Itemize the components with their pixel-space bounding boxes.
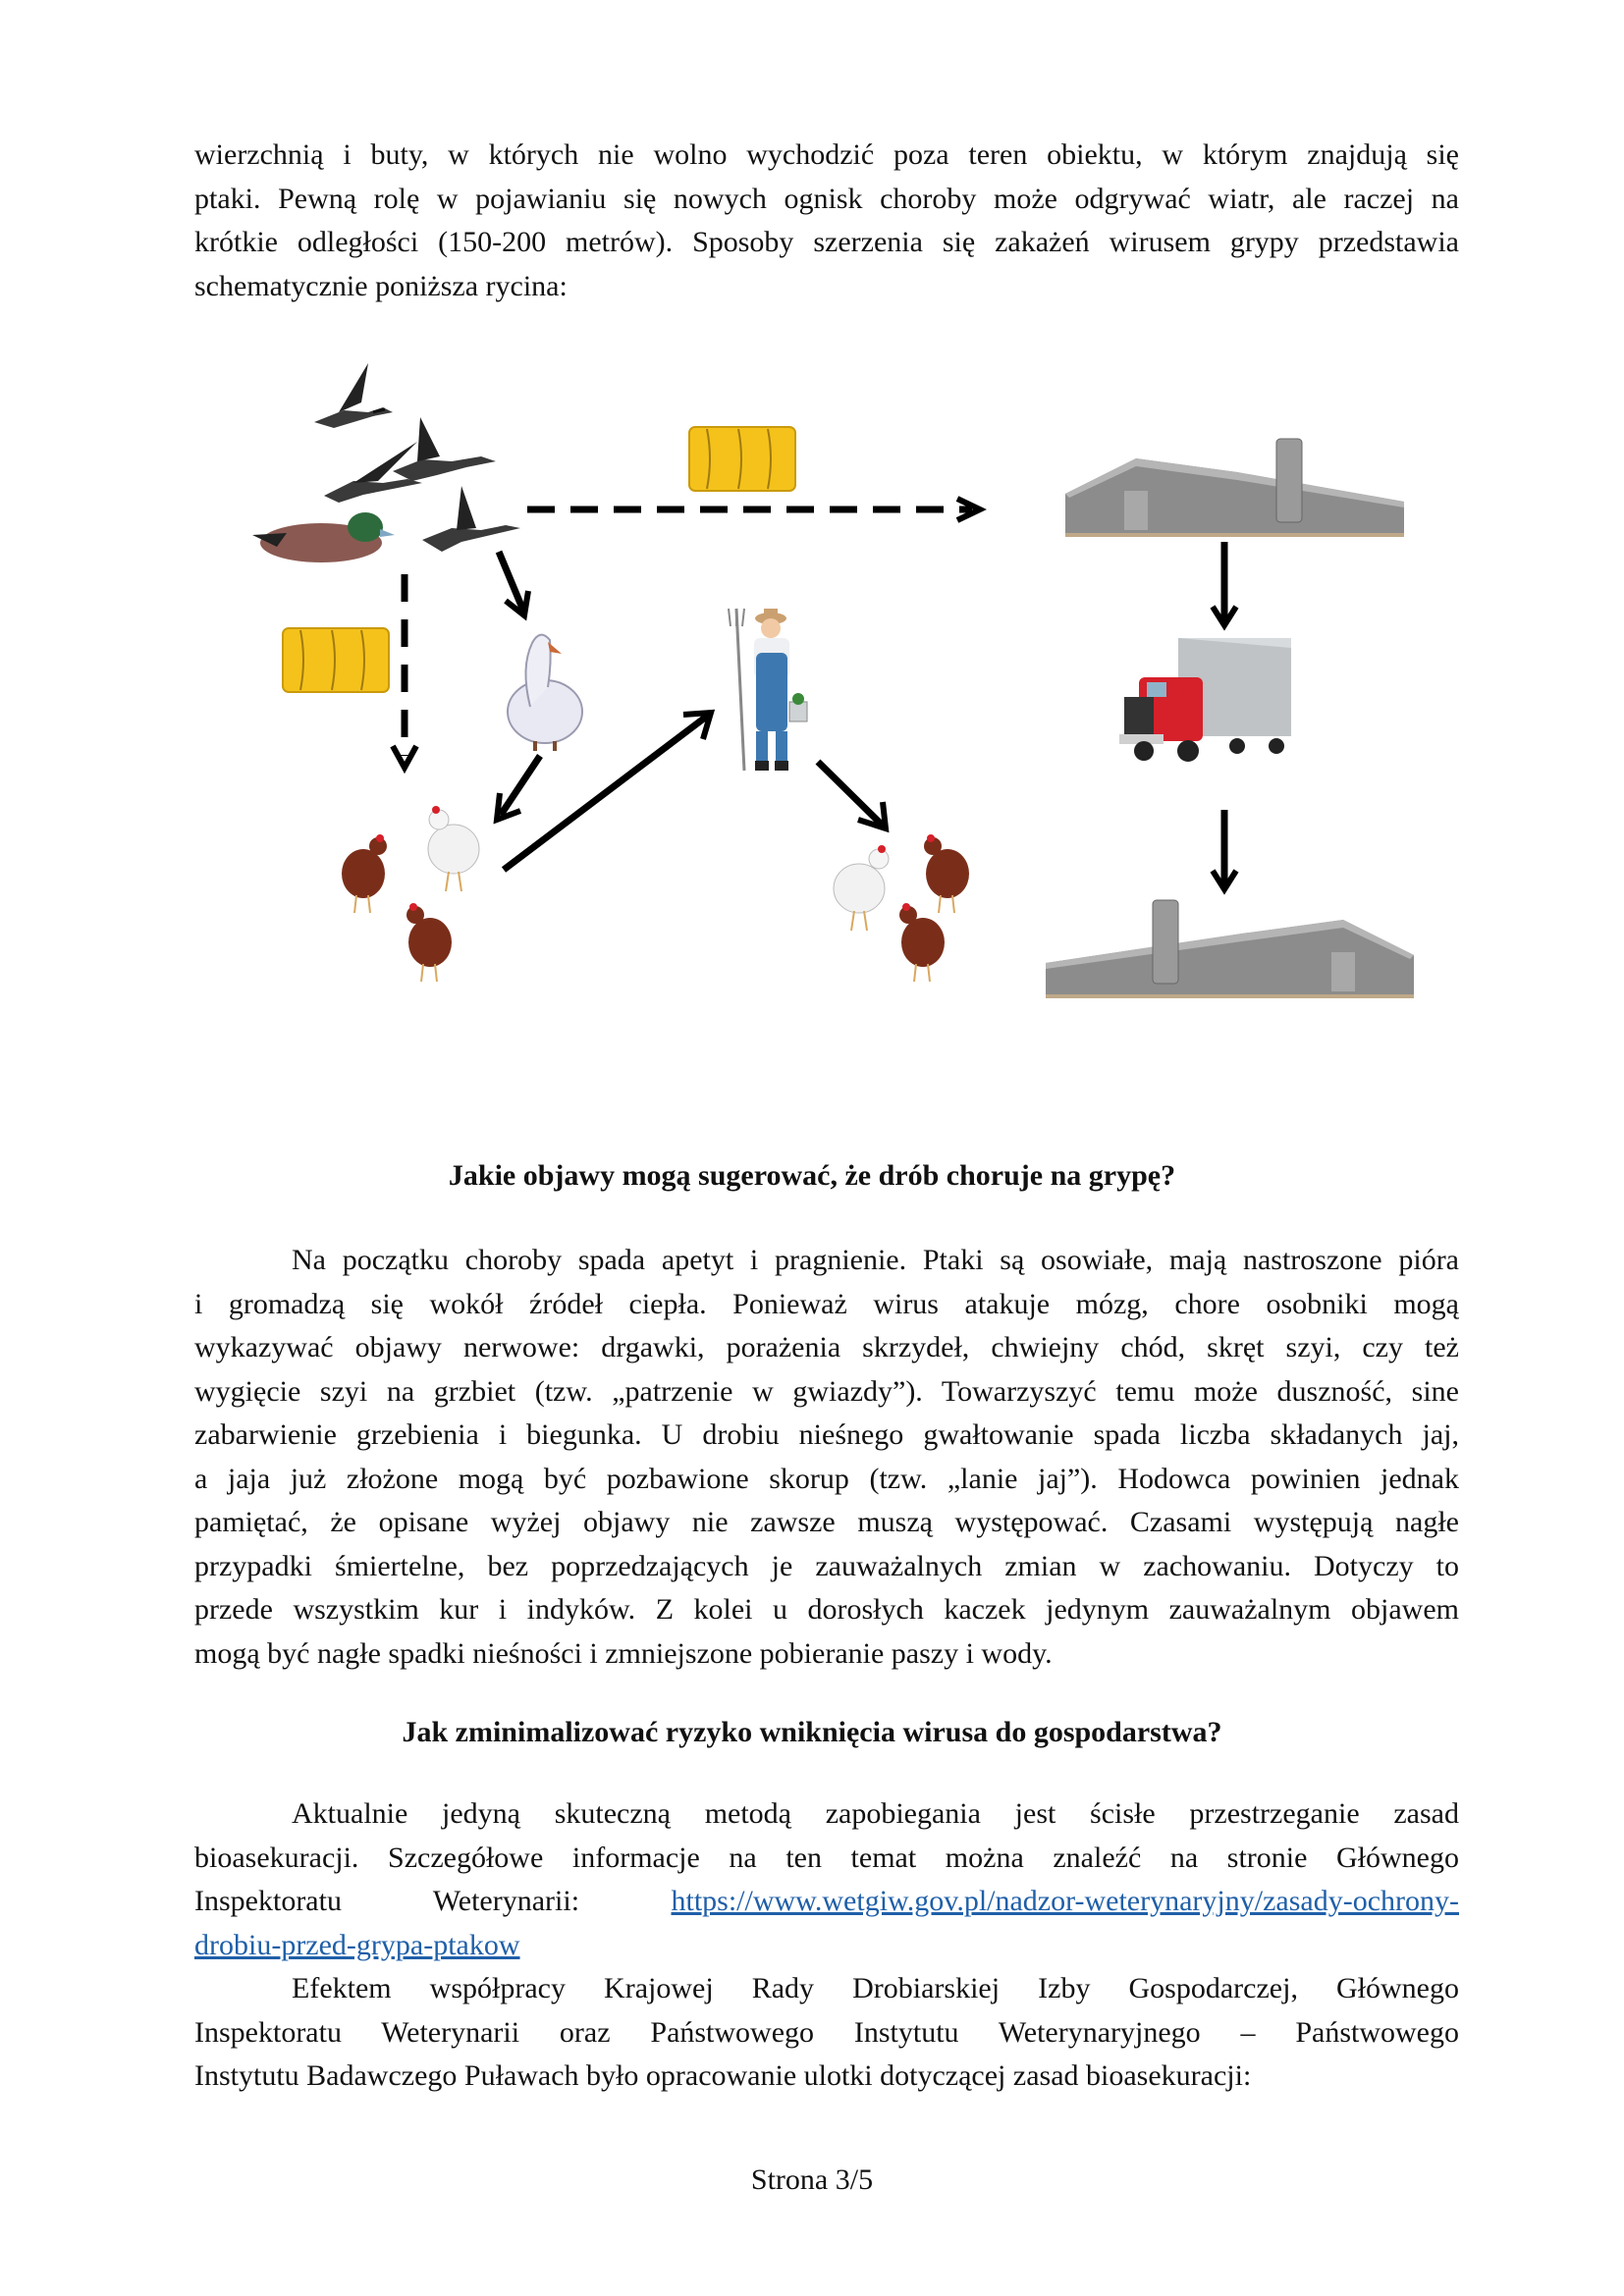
wetgiw-link-continued[interactable]: drobiu-przed-grypa-ptakow — [194, 1928, 520, 1961]
text-line: wierzchnią i buty, w których nie wolno wychodzić poza teren obiektu, w którym znajdują się — [194, 138, 1459, 171]
brown-hen-icon — [342, 834, 387, 913]
white-hen-icon — [834, 845, 889, 931]
brown-hen-icon — [924, 834, 969, 913]
text-line: wykazywać objawy nerwowe: drgawki, porażenia skrzydeł, chwiejny chód, skręt szyi, czy też — [194, 1331, 1459, 1363]
farmer-icon — [729, 609, 807, 771]
text-line: krótkie odległości (150-200 metrów). Sposoby szerzenia się zakażeń wirusem grypy przedstawia — [194, 226, 1459, 258]
text-line: Aktualnie jedyną skuteczną metodą zapobiegania jest ścisłe przestrzeganie zasad — [292, 1797, 1459, 1830]
text-fragment: Inspektoratu Weterynarii: — [194, 1885, 580, 1917]
duck-icon — [252, 512, 395, 562]
arrow-farmer-to-flock — [818, 762, 882, 825]
section-heading-prevention: Jak zminimalizować ryzyko wniknięcia wirusa do gospodarstwa? — [402, 1716, 1222, 1748]
prevention-paragraph — [194, 1792, 1459, 2099]
text-line: ptaki. Pewną rolę w pojawianiu się nowych ognisk choroby może odgrywać wiatr, ale raczej na — [194, 182, 1459, 215]
arrow-goose-to-flock — [501, 756, 540, 815]
text-line: mogą być nagłe spadki nieśności i zmniejszone pobieranie paszy i wody. — [194, 1636, 1053, 1670]
text-line: a jaja już złożone mogą być pozbawione skorup (tzw. „lanie jaj”). Hodowca powinien jednak — [194, 1462, 1459, 1495]
text-line: przede wszystkim kur i indyków. Z kolei u dorosłych kaczek jedynym zauważalnym objawem — [194, 1593, 1459, 1626]
page-number: Strona 3/5 — [750, 2163, 874, 2196]
domestic-goose-icon — [508, 635, 582, 751]
text-line — [194, 1924, 1459, 1968]
text-line: Efektem współpracy Krajowej Rady Drobiarskiej Izby Gospodarczej, Głównego — [292, 1972, 1459, 2004]
intro-paragraph — [194, 133, 1459, 308]
chickens-left-icon — [342, 806, 479, 982]
wetgiw-link[interactable]: https://www.wetgiw.gov.pl/nadzor-weterynaryjny/zasady-ochrony- — [671, 1885, 1459, 1917]
transmission-diagram — [0, 324, 1624, 1041]
chickens-right-icon — [834, 834, 969, 982]
truck-icon — [1119, 638, 1291, 762]
text-line: przypadki śmiertelne, bez poprzedzających je zauważalnych zmian w zachowaniu. Dotyczy to — [194, 1549, 1459, 1582]
wild-birds-icon — [252, 363, 520, 562]
white-hen-icon — [428, 806, 479, 891]
section-heading-symptoms: Jakie objawy mogą sugerować, że drób choruje na grypę? — [448, 1159, 1176, 1192]
symptoms-paragraph — [194, 1239, 1459, 1676]
poultry-house-icon — [1065, 439, 1404, 537]
text-line: Na początku choroby spada apetyt i pragnienie. Ptaki są osowiałe, mają nastroszone pióra — [292, 1244, 1459, 1276]
arrowhead-icon — [393, 746, 416, 768]
hay-bale-icon — [283, 628, 389, 692]
text-line: Instytutu Badawczego Puławach było opracowanie ulotki dotyczącej zasad bioasekuracji: — [194, 2059, 1252, 2092]
text-line: wygięcie szyi na grzbiet (tzw. „patrzenie w gwiazdy”). Towarzyszyć temu może duszność, sine — [194, 1374, 1459, 1408]
text-line: bioasekuracji. Szczegółowe informacje na ten temat można znaleźć na stronie Głównego — [194, 1841, 1459, 1874]
brown-hen-icon — [406, 903, 452, 982]
goose-icon — [422, 486, 520, 552]
text-line: i gromadzą się wokół źródeł ciepła. Ponieważ wirus atakuje mózg, chore osobniki mogą — [194, 1287, 1459, 1320]
text-line-with-link — [194, 1880, 1459, 1924]
text-line: Inspektoratu Weterynarii oraz Państwowego Instytutu Weterynaryjnego – Państwowego — [194, 2015, 1459, 2049]
text-line: zabarwienie grzebienia i biegunka. U drobiu nieśnego gwałtowanie spada liczba składanych jaj, — [194, 1418, 1459, 1451]
hay-bale-icon — [689, 427, 795, 491]
brown-hen-icon — [899, 903, 945, 982]
text-line: schematycznie poniższa rycina: — [194, 269, 568, 302]
text-line: pamiętać, że opisane wyżej objawy nie zawsze muszą występować. Czasami występują nagłe — [194, 1506, 1459, 1538]
goose-icon — [314, 363, 393, 428]
poultry-house-icon — [1046, 900, 1414, 998]
